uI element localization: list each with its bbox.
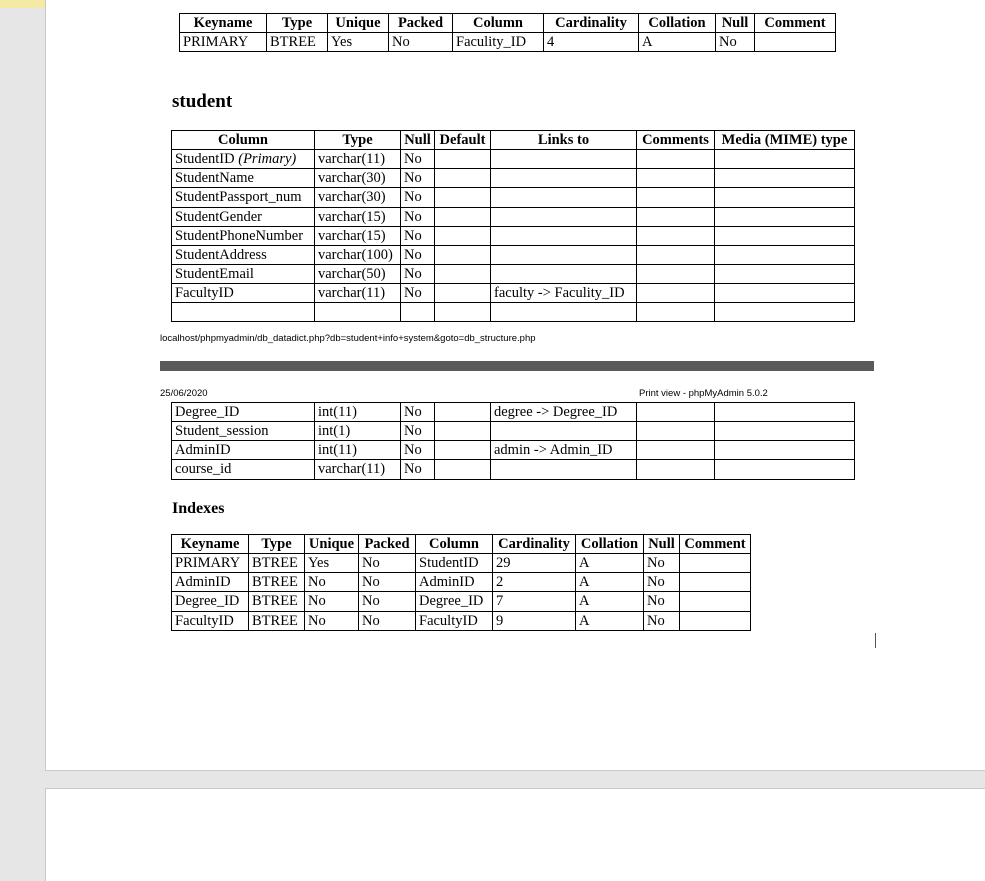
header-cell: Null (644, 535, 680, 554)
table-cell (435, 188, 491, 207)
table-cell (637, 284, 715, 303)
table-cell (680, 592, 751, 611)
table-cell: No (401, 226, 435, 245)
table-cell (435, 226, 491, 245)
table-cell: No (644, 573, 680, 592)
table-cell: AdminID (172, 573, 249, 592)
table-cell: No (401, 403, 435, 422)
header-cell: Cardinality (493, 535, 576, 554)
table-cell (435, 303, 491, 322)
table-cell: BTREE (249, 611, 305, 630)
table-cell: No (359, 611, 416, 630)
table-cell: PRIMARY (172, 554, 249, 573)
table-cell (401, 303, 435, 322)
table-cell: StudentID (416, 554, 493, 573)
table-header-row (172, 131, 855, 150)
table-cell (435, 207, 491, 226)
table-cell (435, 403, 491, 422)
table-cell: varchar(11) (315, 284, 401, 303)
table-cell: No (401, 422, 435, 441)
student-table-clip (0, 0, 985, 328)
table-cell (435, 422, 491, 441)
table-cell: Yes (328, 33, 389, 52)
table-cell: No (401, 460, 435, 479)
table-cell: int(11) (315, 441, 401, 460)
table-cell: varchar(11) (315, 460, 401, 479)
table-cell (637, 150, 715, 169)
table-cell: int(1) (315, 422, 401, 441)
table-cell: FacultyID (172, 611, 249, 630)
table-cell: StudentID (Primary) (172, 150, 315, 169)
table-cell (715, 264, 855, 283)
table-row (172, 226, 855, 245)
table-cell: varchar(11) (315, 150, 401, 169)
table-cell (715, 207, 855, 226)
table-cell (435, 169, 491, 188)
table-cell (715, 460, 855, 479)
document-page-2 (45, 788, 985, 881)
table-cell (435, 245, 491, 264)
table-cell: No (401, 441, 435, 460)
table-cell (637, 188, 715, 207)
table-cell (637, 441, 715, 460)
table-cell (491, 460, 637, 479)
table-row (172, 422, 855, 441)
table-cell: No (401, 150, 435, 169)
table-cell: No (644, 611, 680, 630)
header-cell: Links to (491, 131, 637, 150)
table-cell: No (401, 284, 435, 303)
table-cell (435, 264, 491, 283)
header-cell: Comment (755, 14, 836, 33)
print-footer-url: localhost/phpmyadmin/db_datadict.php?db=student+info+system&goto=db_structure.php (160, 333, 536, 344)
table-cell (491, 169, 637, 188)
table-cell: StudentAddress (172, 245, 315, 264)
table-row (172, 554, 751, 573)
header-cell: Keyname (180, 14, 267, 33)
header-cell: Comment (680, 535, 751, 554)
student-indexes-table (171, 534, 751, 631)
table-cell: A (576, 554, 644, 573)
table-cell: BTREE (249, 592, 305, 611)
table-cell (435, 150, 491, 169)
table-cell: AdminID (172, 441, 315, 460)
table-cell: varchar(50) (315, 264, 401, 283)
header-cell: Type (267, 14, 328, 33)
table-cell: FacultyID (172, 284, 315, 303)
student-columns-table-continued (171, 402, 855, 480)
student-table-continued-clip (0, 402, 985, 492)
table-cell (715, 284, 855, 303)
table-cell: AdminID (416, 573, 493, 592)
header-cell: Collation (576, 535, 644, 554)
table-cell: Degree_ID (416, 592, 493, 611)
table-cell: No (401, 245, 435, 264)
table-cell: PRIMARY (180, 33, 267, 52)
table-cell: BTREE (249, 554, 305, 573)
table-cell (715, 403, 855, 422)
table-cell: No (359, 592, 416, 611)
table-cell (491, 303, 637, 322)
table-cell (637, 226, 715, 245)
table-cell (637, 207, 715, 226)
table-cell (637, 303, 715, 322)
table-row (172, 592, 751, 611)
print-header-title: Print view - phpMyAdmin 5.0.2 (639, 388, 768, 399)
table-row (172, 284, 855, 303)
table-row (172, 403, 855, 422)
table-cell: Yes (305, 554, 359, 573)
table-cell (680, 611, 751, 630)
table-cell: StudentPhoneNumber (172, 226, 315, 245)
table-cell (172, 303, 315, 322)
table-cell: No (401, 207, 435, 226)
header-cell: Column (453, 14, 544, 33)
header-cell: Keyname (172, 535, 249, 554)
table-cell: A (639, 33, 716, 52)
table-cell: StudentEmail (172, 264, 315, 283)
header-cell: Null (716, 14, 755, 33)
table-cell: No (401, 169, 435, 188)
header-cell: Media (MIME) type (715, 131, 855, 150)
table-cell (637, 245, 715, 264)
header-cell: Collation (639, 14, 716, 33)
table-cell: No (305, 611, 359, 630)
header-cell: Column (172, 131, 315, 150)
table-cell: No (644, 592, 680, 611)
table-cell: No (359, 554, 416, 573)
table-row (172, 188, 855, 207)
header-cell: Packed (359, 535, 416, 554)
table-cell: varchar(15) (315, 207, 401, 226)
indexes-title: Indexes (172, 500, 225, 517)
table-cell: degree -> Degree_ID (491, 403, 637, 422)
table-cell: int(11) (315, 403, 401, 422)
table-cell: No (359, 573, 416, 592)
header-cell: Unique (305, 535, 359, 554)
table-cell (637, 264, 715, 283)
table-cell (715, 303, 855, 322)
table-cell: 29 (493, 554, 576, 573)
table-cell (715, 169, 855, 188)
table-cell: No (716, 33, 755, 52)
table-cell (715, 441, 855, 460)
table-cell (435, 284, 491, 303)
table-cell: BTREE (267, 33, 328, 52)
header-cell: Comments (637, 131, 715, 150)
table-cell (491, 245, 637, 264)
table-cell (637, 422, 715, 441)
primary-key-marker: (Primary) (234, 151, 297, 168)
table-row (172, 573, 751, 592)
table-cell: A (576, 573, 644, 592)
table-row (172, 611, 751, 630)
table-cell (715, 188, 855, 207)
table-cell: faculty -> Faculity_ID (491, 284, 637, 303)
table-cell: No (401, 188, 435, 207)
table-row (172, 245, 855, 264)
table-cell (491, 422, 637, 441)
table-cell: Degree_ID (172, 592, 249, 611)
header-cell: Default (435, 131, 491, 150)
table-cell: A (576, 592, 644, 611)
table-cell: Degree_ID (172, 403, 315, 422)
table-cell: varchar(30) (315, 188, 401, 207)
table-cell: 2 (493, 573, 576, 592)
table-cell (315, 303, 401, 322)
header-cell: Type (315, 131, 401, 150)
text-cursor (875, 633, 876, 648)
table-cell (491, 150, 637, 169)
table-cell (435, 441, 491, 460)
table-cell (491, 207, 637, 226)
table-row (172, 169, 855, 188)
table-cell (680, 573, 751, 592)
table-cell: 9 (493, 611, 576, 630)
table-cell (637, 169, 715, 188)
table-cell: StudentName (172, 169, 315, 188)
table-cell: A (576, 611, 644, 630)
header-cell: Packed (389, 14, 453, 33)
table-cell (491, 188, 637, 207)
table-row (172, 441, 855, 460)
table-cell: FacultyID (416, 611, 493, 630)
table-cell: varchar(30) (315, 169, 401, 188)
table-cell (435, 460, 491, 479)
table-cell: admin -> Admin_ID (491, 441, 637, 460)
table-cell: No (305, 573, 359, 592)
table-cell: Student_session (172, 422, 315, 441)
header-cell: Column (416, 535, 493, 554)
header-cell: Type (249, 535, 305, 554)
table-cell: StudentPassport_num (172, 188, 315, 207)
table-cell (715, 150, 855, 169)
table-cell: 4 (544, 33, 639, 52)
table-cell: No (644, 554, 680, 573)
table-row (172, 207, 855, 226)
table-cell: course_id (172, 460, 315, 479)
table-cell (715, 245, 855, 264)
table-cell: varchar(100) (315, 245, 401, 264)
student-table-title: student (172, 91, 233, 112)
table-cell (637, 403, 715, 422)
table-cell: varchar(15) (315, 226, 401, 245)
table-cell: No (305, 592, 359, 611)
table-cell (715, 226, 855, 245)
table-cell (491, 264, 637, 283)
table-cell (491, 226, 637, 245)
table-cell: BTREE (249, 573, 305, 592)
table-row-cut (172, 303, 855, 322)
table-header-row (172, 535, 751, 554)
table-cell: Faculity_ID (453, 33, 544, 52)
table-row (172, 264, 855, 283)
header-cell: Cardinality (544, 14, 639, 33)
print-date: 25/06/2020 (160, 388, 208, 399)
page-break-bar (160, 361, 874, 371)
student-columns-table (171, 130, 855, 322)
table-cell (637, 460, 715, 479)
table-cell (715, 422, 855, 441)
table-cell: 7 (493, 592, 576, 611)
header-cell: Null (401, 131, 435, 150)
table-cell: StudentGender (172, 207, 315, 226)
table-cell: No (401, 264, 435, 283)
table-row (172, 460, 855, 479)
header-cell: Unique (328, 14, 389, 33)
table-cell (680, 554, 751, 573)
table-row (172, 150, 855, 169)
table-cell: No (389, 33, 453, 52)
